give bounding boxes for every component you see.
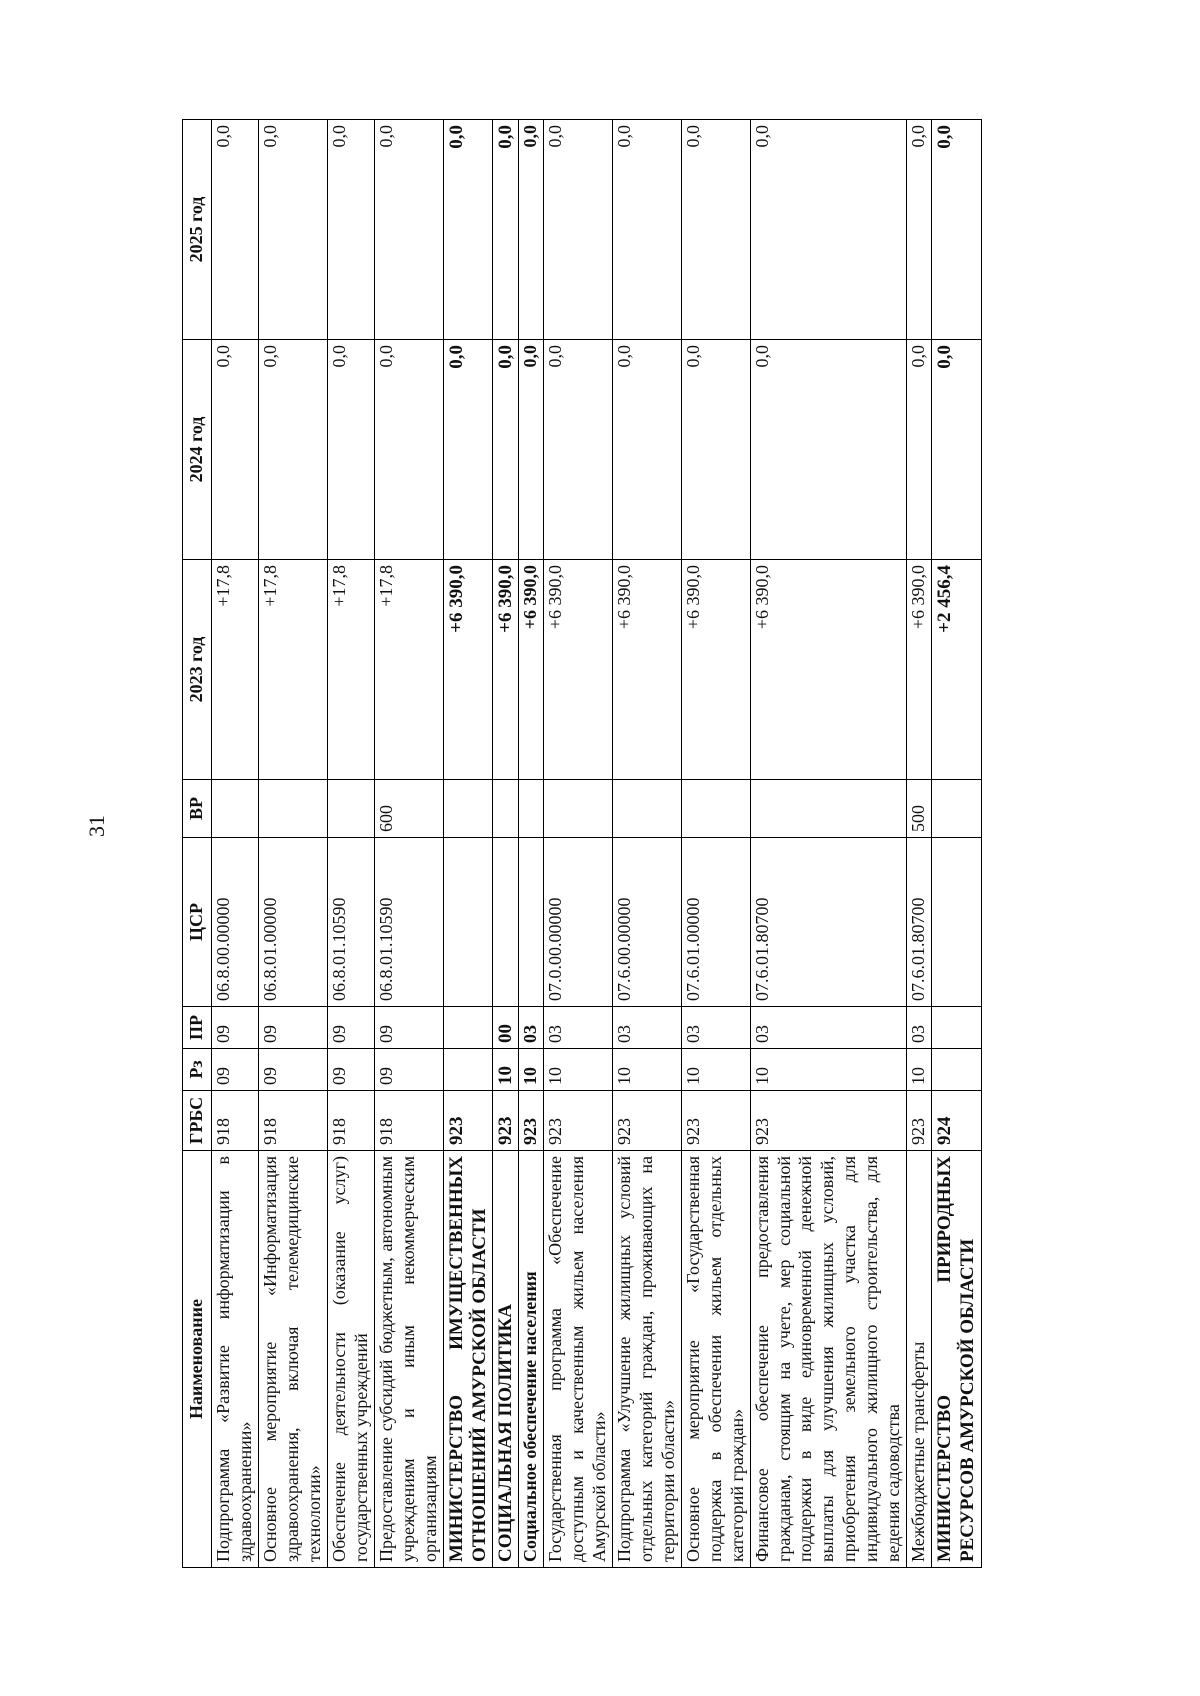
cell-2025: 0,0 bbox=[750, 120, 907, 340]
cell-2023: +6 390,0 bbox=[492, 560, 518, 780]
cell-rz: 10 bbox=[750, 1049, 907, 1091]
cell-name: МИНИСТЕРСТВО ИМУЩЕСТВЕННЫХ ОТНОШЕНИЙ АМУРСКОЙ ОБЛАСТИ bbox=[443, 1151, 492, 1568]
cell-2023: +6 390,0 bbox=[681, 560, 750, 780]
rotated-page-content bbox=[182, 120, 1102, 1568]
cell-csr: 07.6.01.80700 bbox=[750, 838, 907, 1007]
cell-name: Обеспечение деятельности (оказание услуг) государственных учреждений bbox=[327, 1151, 374, 1568]
cell-name: Основное мероприятие «Государственная поддержка в обеспечении жильем отдельных категорий граждан» bbox=[681, 1151, 750, 1568]
cell-name: Финансовое обеспечение предоставления гражданам, стоящим на учете, мер социальной поддержки в виде единовременной денежной выплаты для улучшения жилищных условий, приобретения земельного участка для индивидуального жилищного строительства, для ведения садоводства bbox=[750, 1151, 907, 1568]
cell-2024: 0,0 bbox=[443, 340, 492, 560]
cell-rz: 09 bbox=[327, 1049, 374, 1091]
cell-csr: 07.6.00.00000 bbox=[612, 838, 681, 1007]
cell-name: Межбюджетные трансферты bbox=[907, 1151, 932, 1568]
cell-rz bbox=[932, 1049, 981, 1091]
cell-rz: 09 bbox=[258, 1049, 327, 1091]
cell-grbs: 923 bbox=[612, 1091, 681, 1151]
cell-grbs: 923 bbox=[519, 1091, 544, 1151]
cell-2025: 0,0 bbox=[443, 120, 492, 340]
cell-2023: +17,8 bbox=[327, 560, 374, 780]
cell-2025: 0,0 bbox=[212, 120, 259, 340]
cell-pr: 09 bbox=[258, 1007, 327, 1049]
table-row bbox=[544, 120, 613, 1568]
cell-2023: +6 390,0 bbox=[443, 560, 492, 780]
cell-grbs: 918 bbox=[212, 1091, 259, 1151]
cell-csr: 07.6.01.00000 bbox=[681, 838, 750, 1007]
cell-csr: 06.8.01.00000 bbox=[258, 838, 327, 1007]
cell-grbs: 923 bbox=[907, 1091, 932, 1151]
cell-2023: +17,8 bbox=[374, 560, 443, 780]
cell-2024: 0,0 bbox=[750, 340, 907, 560]
table-row bbox=[681, 120, 750, 1568]
page-number: 31 bbox=[84, 815, 109, 837]
cell-rz: 10 bbox=[612, 1049, 681, 1091]
header-grbs: ГРБС bbox=[183, 1091, 212, 1151]
cell-2024: 0,0 bbox=[612, 340, 681, 560]
cell-2024: 0,0 bbox=[932, 340, 981, 560]
cell-csr bbox=[932, 838, 981, 1007]
cell-rz: 10 bbox=[907, 1049, 932, 1091]
cell-2023: +6 390,0 bbox=[612, 560, 681, 780]
cell-2025: 0,0 bbox=[681, 120, 750, 340]
cell-vr bbox=[327, 780, 374, 838]
header-2025: 2025 год bbox=[183, 120, 212, 340]
cell-2025: 0,0 bbox=[492, 120, 518, 340]
cell-pr: 03 bbox=[750, 1007, 907, 1049]
header-2024: 2024 год bbox=[183, 340, 212, 560]
cell-rz: 10 bbox=[492, 1049, 518, 1091]
cell-2024: 0,0 bbox=[258, 340, 327, 560]
cell-csr: 07.6.01.80700 bbox=[907, 838, 932, 1007]
cell-vr: 500 bbox=[907, 780, 932, 838]
cell-rz: 10 bbox=[519, 1049, 544, 1091]
table-header-row bbox=[183, 120, 212, 1568]
cell-2023: +6 390,0 bbox=[519, 560, 544, 780]
cell-name: МИНИСТЕРСТВО ПРИРОДНЫХ РЕСУРСОВ АМУРСКОЙ ОБЛАСТИ bbox=[932, 1151, 981, 1568]
cell-vr bbox=[492, 780, 518, 838]
cell-vr bbox=[212, 780, 259, 838]
cell-csr bbox=[443, 838, 492, 1007]
cell-pr bbox=[443, 1007, 492, 1049]
cell-pr: 03 bbox=[544, 1007, 613, 1049]
cell-2024: 0,0 bbox=[519, 340, 544, 560]
cell-csr: 06.8.01.10590 bbox=[327, 838, 374, 1007]
cell-2024: 0,0 bbox=[544, 340, 613, 560]
cell-2025: 0,0 bbox=[519, 120, 544, 340]
cell-name: Предоставление субсидий бюджетным, автономным учреждениям и иным некоммерческим организациям bbox=[374, 1151, 443, 1568]
cell-2023: +6 390,0 bbox=[544, 560, 613, 780]
table-row bbox=[374, 120, 443, 1568]
cell-grbs: 918 bbox=[327, 1091, 374, 1151]
cell-grbs: 923 bbox=[750, 1091, 907, 1151]
cell-2024: 0,0 bbox=[327, 340, 374, 560]
table-row-subsection bbox=[519, 120, 544, 1568]
cell-grbs: 918 bbox=[258, 1091, 327, 1151]
cell-grbs: 923 bbox=[681, 1091, 750, 1151]
cell-name: Государственная программа «Обеспечение доступным и качественным жильем населения Амурской области» bbox=[544, 1151, 613, 1568]
header-name: Наименование bbox=[183, 1151, 212, 1568]
table-row-ministry bbox=[932, 120, 981, 1568]
header-rz: Рз bbox=[183, 1049, 212, 1091]
table-row bbox=[327, 120, 374, 1568]
cell-csr bbox=[519, 838, 544, 1007]
cell-pr: 03 bbox=[612, 1007, 681, 1049]
cell-2025: 0,0 bbox=[612, 120, 681, 340]
header-vr: ВР bbox=[183, 780, 212, 838]
cell-csr: 06.8.00.00000 bbox=[212, 838, 259, 1007]
table-row bbox=[612, 120, 681, 1568]
cell-vr bbox=[681, 780, 750, 838]
table-row bbox=[750, 120, 907, 1568]
cell-2024: 0,0 bbox=[212, 340, 259, 560]
budget-table bbox=[182, 119, 982, 1568]
cell-vr bbox=[544, 780, 613, 838]
table-row bbox=[258, 120, 327, 1568]
cell-vr bbox=[750, 780, 907, 838]
cell-2024: 0,0 bbox=[374, 340, 443, 560]
cell-grbs: 924 bbox=[932, 1091, 981, 1151]
cell-pr: 00 bbox=[492, 1007, 518, 1049]
cell-2025: 0,0 bbox=[258, 120, 327, 340]
cell-pr: 09 bbox=[374, 1007, 443, 1049]
cell-name: Подпрограмма «Развитие информатизации в здравоохранении» bbox=[212, 1151, 259, 1568]
cell-2025: 0,0 bbox=[907, 120, 932, 340]
header-2023: 2023 год bbox=[183, 560, 212, 780]
cell-2023: +6 390,0 bbox=[907, 560, 932, 780]
cell-vr bbox=[519, 780, 544, 838]
cell-rz: 09 bbox=[374, 1049, 443, 1091]
cell-grbs: 923 bbox=[492, 1091, 518, 1151]
cell-rz: 09 bbox=[212, 1049, 259, 1091]
cell-vr bbox=[932, 780, 981, 838]
header-pr: ПР bbox=[183, 1007, 212, 1049]
cell-pr bbox=[932, 1007, 981, 1049]
cell-rz bbox=[443, 1049, 492, 1091]
cell-name: Основное мероприятие «Информатизация здравоохранения, включая телемедицинские технологии» bbox=[258, 1151, 327, 1568]
cell-2024: 0,0 bbox=[907, 340, 932, 560]
cell-pr: 03 bbox=[907, 1007, 932, 1049]
cell-csr bbox=[492, 838, 518, 1007]
cell-vr: 600 bbox=[374, 780, 443, 838]
cell-2025: 0,0 bbox=[374, 120, 443, 340]
table-row bbox=[907, 120, 932, 1568]
cell-grbs: 923 bbox=[443, 1091, 492, 1151]
cell-name: СОЦИАЛЬНАЯ ПОЛИТИКА bbox=[492, 1151, 518, 1568]
cell-grbs: 918 bbox=[374, 1091, 443, 1151]
table-row bbox=[212, 120, 259, 1568]
cell-csr: 07.0.00.00000 bbox=[544, 838, 613, 1007]
cell-2023: +6 390,0 bbox=[750, 560, 907, 780]
cell-grbs: 923 bbox=[544, 1091, 613, 1151]
cell-2023: +2 456,4 bbox=[932, 560, 981, 780]
cell-pr: 03 bbox=[681, 1007, 750, 1049]
header-csr: ЦСР bbox=[183, 838, 212, 1007]
cell-rz: 10 bbox=[544, 1049, 613, 1091]
cell-2023: +17,8 bbox=[258, 560, 327, 780]
cell-2025: 0,0 bbox=[932, 120, 981, 340]
cell-2023: +17,8 bbox=[212, 560, 259, 780]
cell-2025: 0,0 bbox=[544, 120, 613, 340]
cell-csr: 06.8.01.10590 bbox=[374, 838, 443, 1007]
cell-name: Социальное обеспечение населения bbox=[519, 1151, 544, 1568]
cell-pr: 09 bbox=[212, 1007, 259, 1049]
cell-pr: 09 bbox=[327, 1007, 374, 1049]
cell-vr bbox=[612, 780, 681, 838]
cell-pr: 03 bbox=[519, 1007, 544, 1049]
cell-2024: 0,0 bbox=[681, 340, 750, 560]
table-row-section bbox=[492, 120, 518, 1568]
cell-vr bbox=[443, 780, 492, 838]
table-row-ministry bbox=[443, 120, 492, 1568]
cell-rz: 10 bbox=[681, 1049, 750, 1091]
cell-name: Подпрограмма «Улучшение жилищных условий отдельных категорий граждан, проживающих на территории области» bbox=[612, 1151, 681, 1568]
cell-2024: 0,0 bbox=[492, 340, 518, 560]
cell-vr bbox=[258, 780, 327, 838]
cell-2025: 0,0 bbox=[327, 120, 374, 340]
